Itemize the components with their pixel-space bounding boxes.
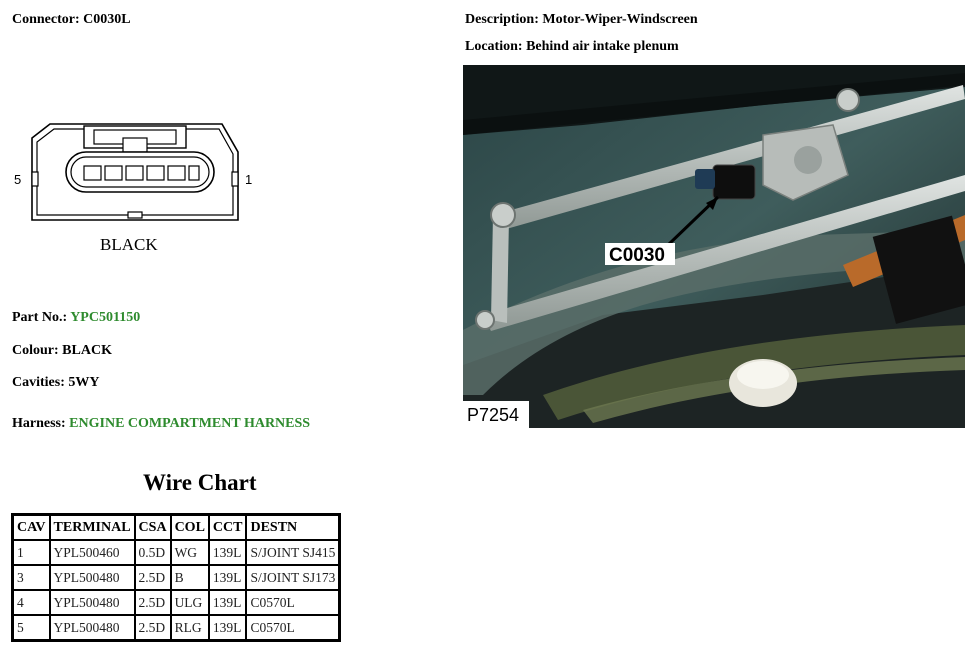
table-header-row [13, 515, 340, 541]
cavities-value: 5WY [68, 375, 100, 390]
cell-cav: 4 [13, 590, 50, 615]
part-no-value: YPC501150 [70, 310, 141, 325]
diagram-color-label: BLACK [100, 235, 158, 254]
harness-line [12, 416, 310, 432]
cell-cav: 3 [13, 565, 50, 590]
cell-terminal: YPL500460 [50, 540, 135, 565]
connector-line [12, 12, 131, 28]
table-row [13, 540, 340, 565]
cell-csa: 2.5D [135, 615, 171, 641]
cell-terminal: YPL500480 [50, 565, 135, 590]
location-photo [463, 65, 965, 428]
cell-csa: 2.5D [135, 565, 171, 590]
table-row [13, 590, 340, 615]
table-row [13, 615, 340, 641]
cavities-label: Cavities: [12, 375, 65, 390]
wire-chart-table [11, 513, 341, 642]
cell-col: ULG [171, 590, 209, 615]
pin-right-label: 1 [245, 172, 253, 187]
header-col: COL [171, 515, 209, 541]
cell-destn: S/JOINT SJ173 [246, 565, 339, 590]
colour-value: BLACK [62, 343, 112, 358]
description-line [465, 12, 698, 28]
part-no-label: Part No.: [12, 310, 68, 325]
description-value: Motor-Wiper-Windscreen [542, 12, 698, 27]
colour-line [12, 343, 112, 359]
table-row [13, 565, 340, 590]
colour-label: Colour: [12, 343, 59, 358]
cell-csa: 0.5D [135, 540, 171, 565]
cavities-line [12, 375, 100, 391]
connector-cavities [84, 166, 199, 180]
cell-col: B [171, 565, 209, 590]
cell-cct: 139L [209, 540, 247, 565]
harness-label: Harness: [12, 416, 66, 431]
cell-cct: 139L [209, 590, 247, 615]
connector-value: C0030L [83, 12, 131, 27]
photo-callout-label: C0030 [609, 245, 665, 266]
location-value: Behind air intake plenum [526, 39, 679, 54]
connector-label: Connector: [12, 12, 80, 27]
cell-terminal: YPL500480 [50, 615, 135, 641]
header-csa: CSA [135, 515, 171, 541]
header-cav: CAV [13, 515, 50, 541]
header-terminal: TERMINAL [50, 515, 135, 541]
location-line [465, 39, 679, 55]
part-no-line [12, 310, 140, 326]
wire-chart-title: Wire Chart [143, 470, 257, 495]
cell-cav: 1 [13, 540, 50, 565]
cell-col: RLG [171, 615, 209, 641]
cell-col: WG [171, 540, 209, 565]
cell-csa: 2.5D [135, 590, 171, 615]
cell-cct: 139L [209, 615, 247, 641]
cell-destn: C0570L [246, 590, 339, 615]
cell-cav: 5 [13, 615, 50, 641]
description-label: Description: [465, 12, 539, 27]
cell-terminal: YPL500480 [50, 590, 135, 615]
cell-destn: C0570L [246, 615, 339, 641]
photo-reference-label: P7254 [467, 405, 520, 425]
connector-diagram [10, 100, 260, 260]
cell-cct: 139L [209, 565, 247, 590]
location-label: Location: [465, 39, 523, 54]
pin-left-label: 5 [14, 172, 22, 187]
header-destn: DESTN [246, 515, 339, 541]
header-cct: CCT [209, 515, 247, 541]
harness-value: ENGINE COMPARTMENT HARNESS [69, 416, 311, 431]
cell-destn: S/JOINT SJ415 [246, 540, 339, 565]
